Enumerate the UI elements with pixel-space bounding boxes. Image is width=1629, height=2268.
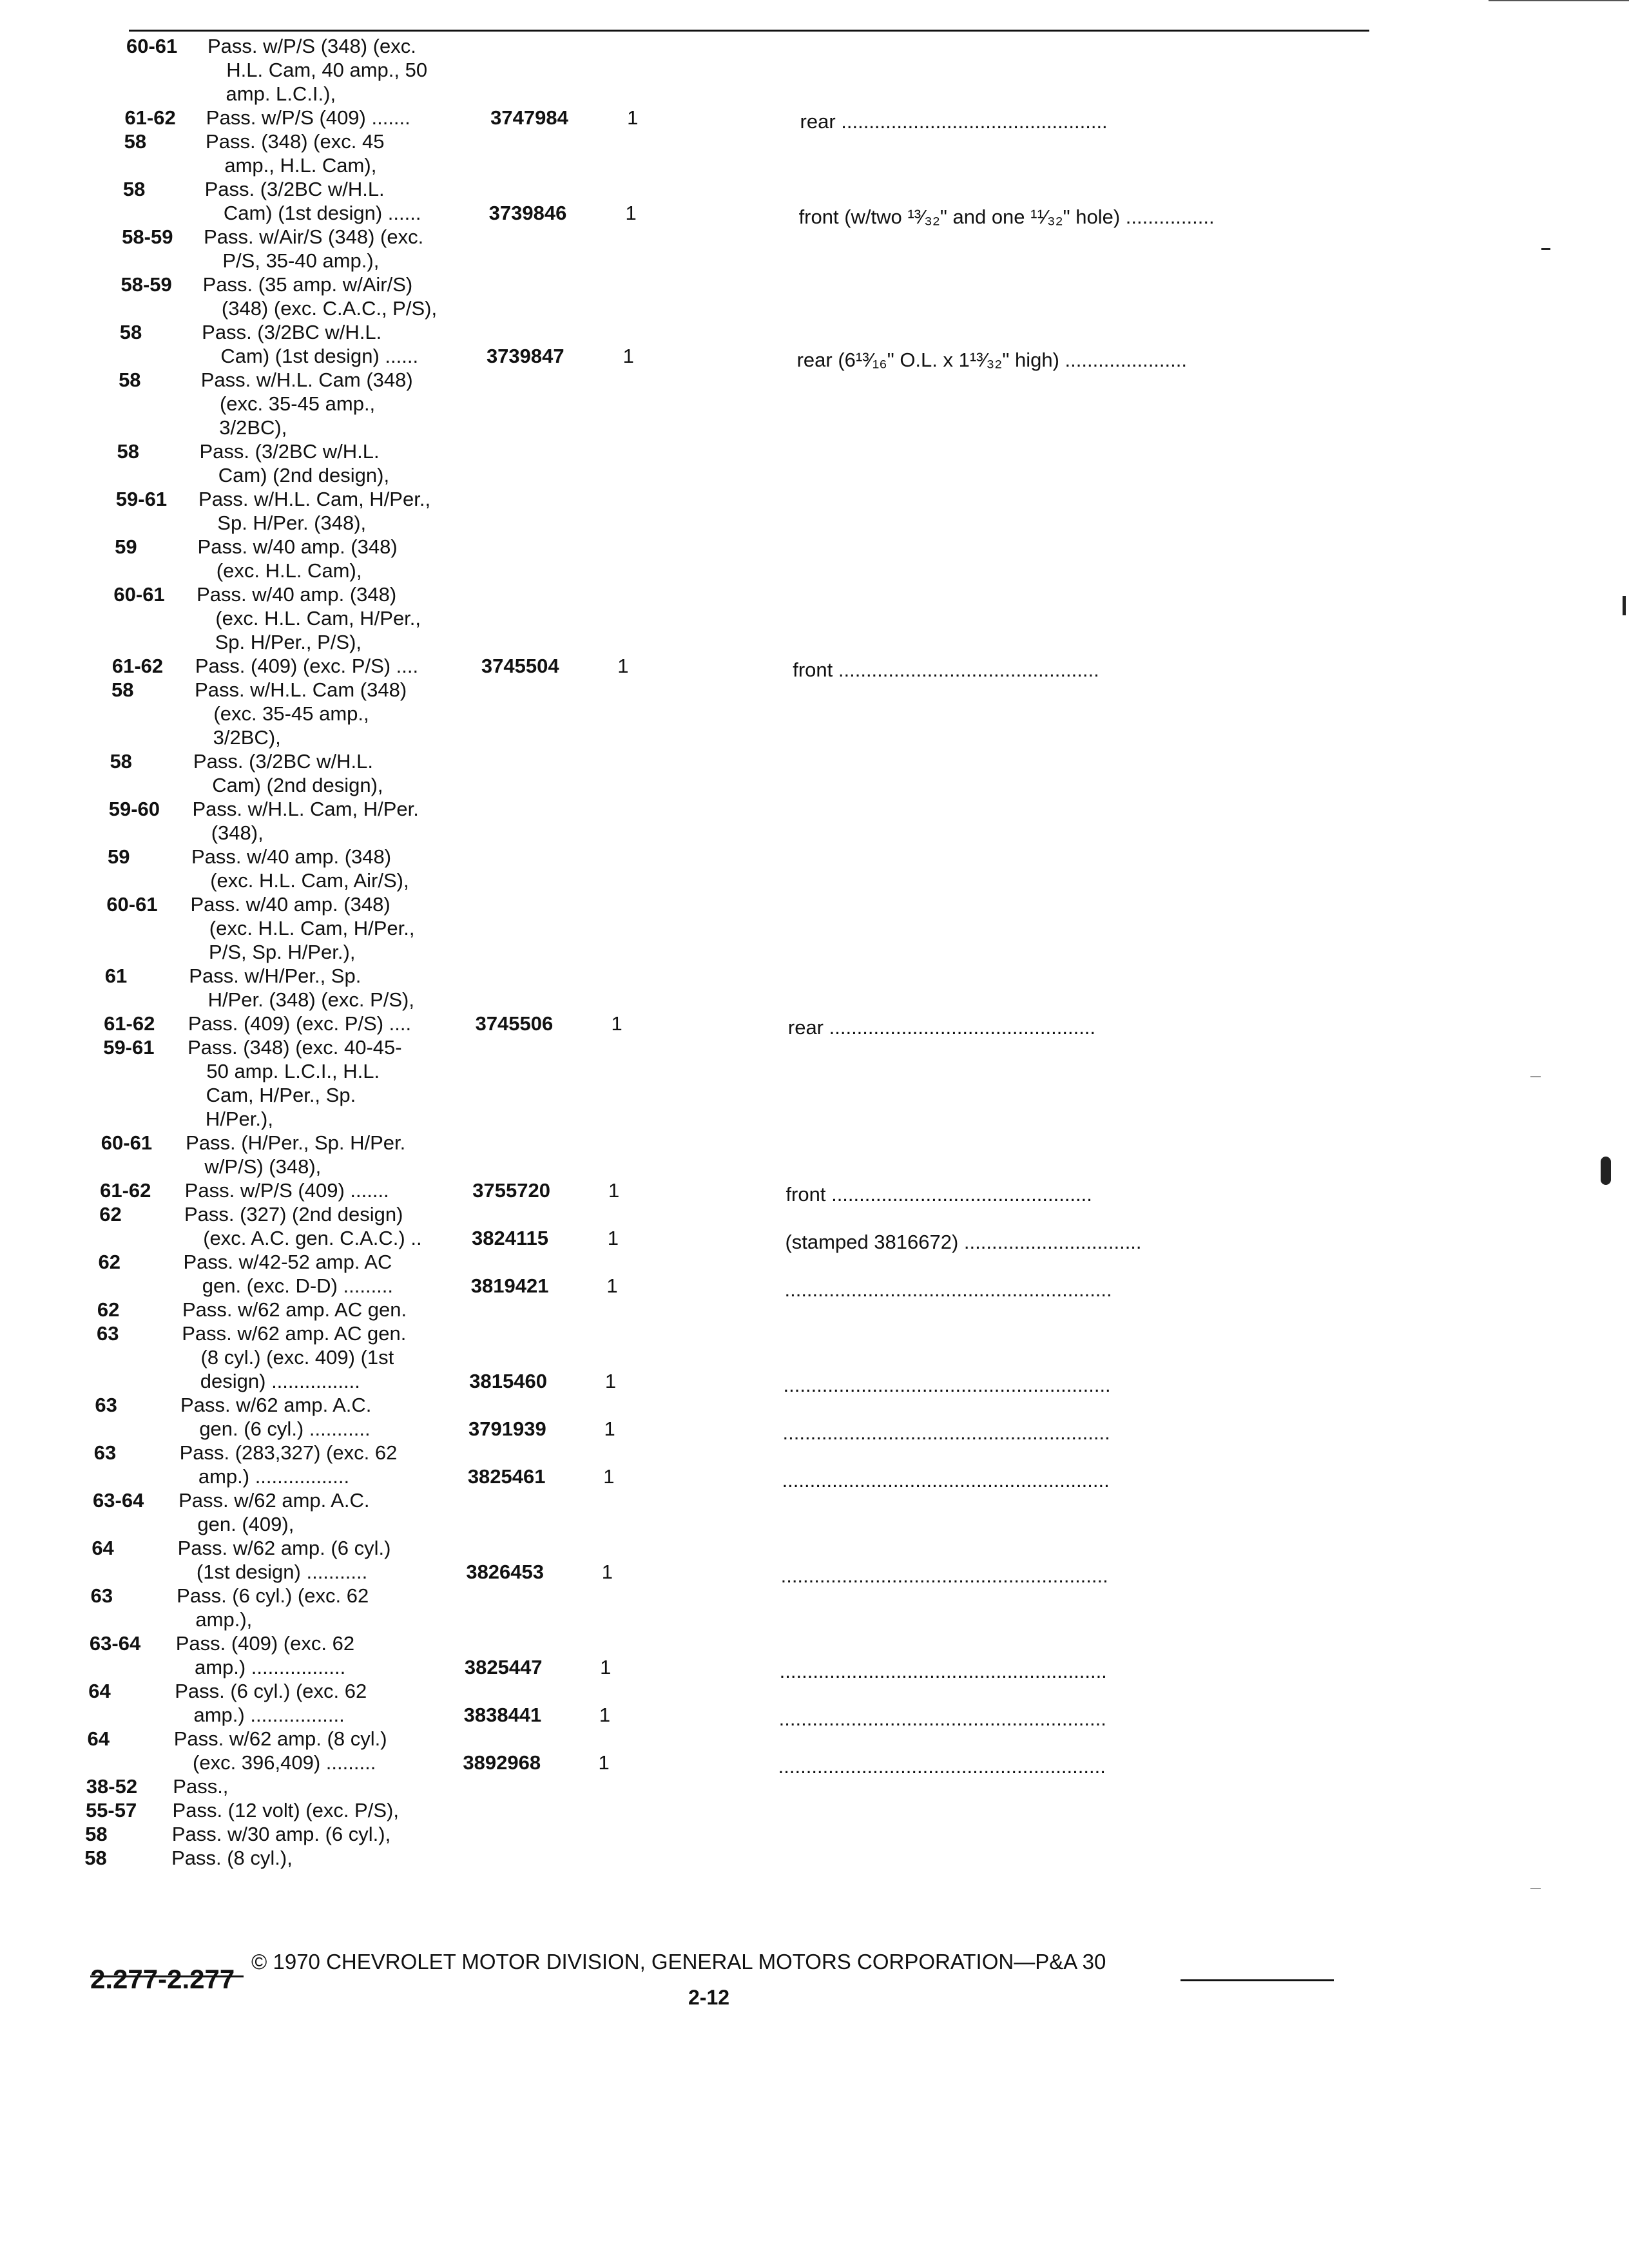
scan-speck — [1530, 1888, 1541, 1889]
page-code: 2.277-2.277 — [90, 1964, 235, 1994]
model-years: 64 — [92, 1537, 114, 1559]
scan-speck — [1530, 1076, 1541, 1077]
application-description: Pass. w/40 amp. (348) — [191, 845, 392, 868]
application-description: H/Per. (348) (exc. P/S), — [207, 988, 414, 1011]
application-description: Pass. (283,327) (exc. 62 — [179, 1441, 398, 1464]
application-description: (exc. H.L. Cam, Air/S), — [210, 869, 409, 892]
application-description: Pass. (409) (exc. P/S) .... — [195, 655, 419, 677]
application-description: (exc. H.L. Cam, H/Per., — [215, 607, 421, 629]
part-note: ........................................................... — [782, 1469, 1110, 1492]
part-number: 3892968 — [463, 1751, 541, 1774]
quantity: 1 — [604, 1418, 615, 1440]
model-years: 61-62 — [100, 1179, 151, 1202]
scan-speck — [1541, 248, 1550, 250]
application-description: Pass. (409) (exc. P/S) .... — [188, 1012, 412, 1035]
part-number: 3791939 — [468, 1418, 546, 1440]
model-years: 63-64 — [93, 1489, 144, 1512]
model-years: 55-57 — [85, 1799, 137, 1821]
quantity: 1 — [599, 1704, 611, 1726]
application-description: Pass. w/62 amp. AC gen. — [182, 1298, 407, 1321]
application-description: amp.) ................. — [194, 1656, 346, 1678]
application-description: Pass. w/42-52 amp. AC — [183, 1251, 392, 1273]
application-description: P/S, Sp. H/Per.), — [209, 941, 356, 963]
model-years: 63 — [96, 1322, 119, 1345]
part-note: (stamped 3816672) ................................ — [785, 1231, 1142, 1253]
application-description: (exc. H.L. Cam, H/Per., — [209, 917, 415, 939]
application-description: H/Per.), — [205, 1108, 273, 1130]
scan-speck — [1601, 1157, 1611, 1185]
application-description: Cam) (2nd design), — [218, 464, 390, 486]
application-description: (348) (exc. C.A.C., P/S), — [221, 297, 438, 320]
quantity: 1 — [608, 1179, 620, 1202]
application-description: (exc. 35-45 amp., — [213, 702, 369, 725]
model-years: 61-62 — [111, 655, 164, 677]
quantity: 1 — [601, 1561, 613, 1583]
application-description: Pass. w/Air/S (348) (exc. — [204, 226, 424, 248]
model-years: 64 — [88, 1680, 111, 1702]
application-description: 3/2BC), — [219, 416, 287, 439]
model-years: 63 — [95, 1394, 117, 1416]
part-number: 3824115 — [472, 1227, 548, 1249]
model-years: 58 — [119, 321, 142, 343]
model-years: 58 — [119, 369, 141, 391]
application-description: (exc. A.C. gen. C.A.C.) .. — [203, 1227, 422, 1249]
part-number: 3739846 — [488, 202, 567, 224]
application-description: Pass. w/62 amp. (6 cyl.) — [177, 1537, 391, 1559]
application-description: Pass. w/H/Per., Sp. — [189, 965, 361, 987]
application-description: Cam) (2nd design), — [212, 774, 383, 796]
part-note: ........................................................... — [783, 1374, 1111, 1396]
model-years: 64 — [87, 1727, 110, 1750]
application-description: Pass. w/H.L. Cam, H/Per., — [198, 488, 431, 510]
quantity: 1 — [622, 345, 634, 367]
model-years: 61 — [104, 965, 128, 987]
model-years: 58-59 — [122, 226, 173, 248]
model-years: 59-61 — [103, 1036, 155, 1059]
application-description: design) ................ — [200, 1370, 360, 1392]
page-number: 2-12 — [688, 1986, 730, 2009]
part-note: ........................................................... — [778, 1707, 1106, 1730]
application-description: Pass., — [173, 1775, 229, 1798]
application-description: Pass. w/H.L. Cam (348) — [195, 678, 407, 701]
application-description: w/P/S) (348), — [204, 1155, 322, 1178]
application-description: Cam, H/Per., Sp. — [206, 1084, 356, 1106]
application-description: amp., H.L. Cam), — [224, 154, 377, 177]
application-description: gen. (6 cyl.) ........... — [199, 1418, 371, 1440]
quantity: 1 — [604, 1370, 617, 1392]
model-years: 58 — [124, 130, 147, 153]
application-description: Pass. w/62 amp. A.C. — [178, 1489, 370, 1512]
application-description: Pass. (3/2BC w/H.L. — [193, 750, 374, 773]
application-description: (exc. 35-45 amp., — [219, 392, 376, 415]
copyright-notice: © 1970 CHEVROLET MOTOR DIVISION, GENERAL MOTORS CORPORATION—P&A 30 — [251, 1950, 1106, 1974]
quantity: 1 — [606, 1274, 618, 1297]
application-description: Pass. (348) (exc. 45 — [206, 130, 385, 153]
application-description: 3/2BC), — [213, 726, 281, 749]
application-description: Pass. (6 cyl.) (exc. 62 — [177, 1584, 369, 1607]
part-number: 3826453 — [466, 1561, 545, 1583]
application-description: Pass. w/H.L. Cam (348) — [200, 369, 413, 391]
application-description: amp.) ................. — [198, 1465, 350, 1488]
application-description: (348), — [211, 822, 264, 844]
application-description: amp.), — [195, 1608, 253, 1631]
model-years: 60-61 — [101, 1131, 153, 1154]
application-description: Pass. w/62 amp. A.C. — [180, 1394, 372, 1416]
quantity: 1 — [598, 1751, 610, 1774]
application-description: (1st design) ........... — [196, 1561, 368, 1583]
application-description: (exc. 396,409) ......... — [193, 1751, 376, 1774]
quantity: 1 — [607, 1227, 619, 1249]
part-number: 3755720 — [472, 1179, 550, 1202]
part-note: front ............................................... — [793, 658, 1099, 681]
model-years: 63-64 — [89, 1632, 141, 1655]
model-years: 59 — [115, 535, 137, 558]
model-years: 63 — [93, 1441, 117, 1464]
application-description: Pass. w/40 amp. (348) — [197, 535, 398, 558]
model-years: 59 — [108, 845, 130, 868]
part-number: 3825461 — [467, 1465, 546, 1488]
part-note: ........................................................... — [784, 1278, 1112, 1301]
application-description: Pass. (327) (2nd design) — [184, 1203, 403, 1225]
application-description: amp.) ................. — [193, 1704, 345, 1726]
application-description: Pass. w/P/S (348) (exc. — [207, 35, 416, 57]
model-years: 63 — [90, 1584, 113, 1607]
application-description: Pass. w/30 amp. (6 cyl.), — [171, 1823, 391, 1845]
part-number: 3815460 — [469, 1370, 547, 1392]
application-description: 50 amp. L.C.I., H.L. — [206, 1060, 380, 1082]
part-note: front ............................................... — [786, 1183, 1092, 1206]
model-years: 61-62 — [124, 106, 176, 129]
part-number: 3747984 — [490, 106, 568, 129]
part-note: rear ................................................ — [787, 1016, 1096, 1039]
quantity: 1 — [625, 202, 637, 224]
application-description: amp. L.C.I.), — [226, 82, 336, 105]
part-number: 3819421 — [470, 1274, 549, 1297]
application-description: Pass. (348) (exc. 40-45- — [188, 1036, 402, 1059]
top-rule — [129, 30, 1369, 32]
part-note: ........................................................... — [782, 1421, 1110, 1444]
part-note: ........................................................... — [779, 1660, 1107, 1682]
model-years: 60-61 — [126, 35, 178, 57]
application-description: Pass. w/P/S (409) ....... — [184, 1179, 389, 1202]
model-years: 62 — [99, 1203, 122, 1225]
application-description: Pass. w/H.L. Cam, H/Per. — [192, 798, 419, 820]
application-description: Pass. (3/2BC w/H.L. — [202, 321, 382, 343]
application-description: Cam) (1st design) ...... — [223, 202, 421, 224]
part-note: ........................................................... — [780, 1564, 1108, 1587]
application-description: Pass. (12 volt) (exc. P/S), — [172, 1799, 399, 1821]
part-number: 3739847 — [486, 345, 564, 367]
application-description: Pass. (3/2BC w/H.L. — [204, 178, 385, 200]
quantity: 1 — [627, 106, 639, 129]
top-right-edge-mark — [1489, 0, 1629, 1]
application-description: Pass. (6 cyl.) (exc. 62 — [175, 1680, 367, 1702]
model-years: 62 — [98, 1251, 121, 1273]
model-years: 58 — [85, 1823, 108, 1845]
model-years: 59-61 — [115, 488, 168, 510]
quantity: 1 — [600, 1656, 612, 1678]
model-years: 58 — [84, 1847, 107, 1869]
part-number: 3745504 — [481, 655, 559, 677]
application-description: Sp. H/Per. (348), — [217, 512, 367, 534]
application-description: Pass. w/P/S (409) ....... — [206, 106, 410, 129]
application-description: gen. (409), — [197, 1513, 294, 1535]
application-description: Pass. (35 amp. w/Air/S) — [202, 273, 413, 296]
part-note: rear ................................................ — [800, 110, 1108, 133]
application-description: Pass. (409) (exc. 62 — [175, 1632, 355, 1655]
application-description: Pass. (H/Per., Sp. H/Per. — [186, 1131, 406, 1154]
model-years: 58 — [111, 678, 134, 701]
model-years: 58-59 — [120, 273, 172, 296]
application-description: Pass. w/40 amp. (348) — [197, 583, 397, 606]
application-description: Pass. (3/2BC w/H.L. — [199, 440, 380, 463]
model-years: 62 — [97, 1298, 120, 1321]
application-description: Pass. (8 cyl.), — [171, 1847, 293, 1869]
part-note: ........................................................... — [778, 1755, 1106, 1778]
part-note: rear (6¹³⁄₁₆" O.L. x 1¹³⁄₃₂" high) ...................... — [796, 349, 1187, 371]
application-description: Pass. w/62 amp. (8 cyl.) — [173, 1727, 387, 1750]
model-years: 60-61 — [113, 583, 165, 606]
application-description: Cam) (1st design) ...... — [220, 345, 419, 367]
application-description: Pass. w/40 amp. (348) — [190, 893, 390, 916]
model-years: 58 — [117, 440, 139, 463]
part-number: 3825447 — [464, 1656, 543, 1678]
model-years: 60-61 — [106, 893, 158, 916]
application-description: (8 cyl.) (exc. 409) (1st — [200, 1346, 394, 1369]
quantity: 1 — [617, 655, 629, 677]
model-years: 58 — [122, 178, 146, 200]
part-note: front (w/two ¹³⁄₃₂" and one ¹¹⁄₃₂" hole) ................ — [798, 206, 1215, 228]
application-description: Pass. w/62 amp. AC gen. — [182, 1322, 407, 1345]
part-number: 3838441 — [463, 1704, 542, 1726]
model-years: 59-60 — [108, 798, 160, 820]
application-description: H.L. Cam, 40 amp., 50 — [226, 59, 428, 81]
scan-speck — [1623, 596, 1626, 615]
footer-rule-right — [1181, 1979, 1334, 1981]
application-description: gen. (exc. D-D) ......... — [202, 1274, 394, 1297]
application-description: (exc. H.L. Cam), — [216, 559, 362, 582]
application-description: Sp. H/Per., P/S), — [215, 631, 362, 653]
model-years: 38-52 — [86, 1775, 138, 1798]
model-years: 58 — [110, 750, 132, 773]
application-description: P/S, 35-40 amp.), — [222, 249, 380, 272]
quantity: 1 — [603, 1465, 615, 1488]
quantity: 1 — [611, 1012, 622, 1035]
part-number: 3745506 — [475, 1012, 554, 1035]
model-years: 61-62 — [104, 1012, 155, 1035]
